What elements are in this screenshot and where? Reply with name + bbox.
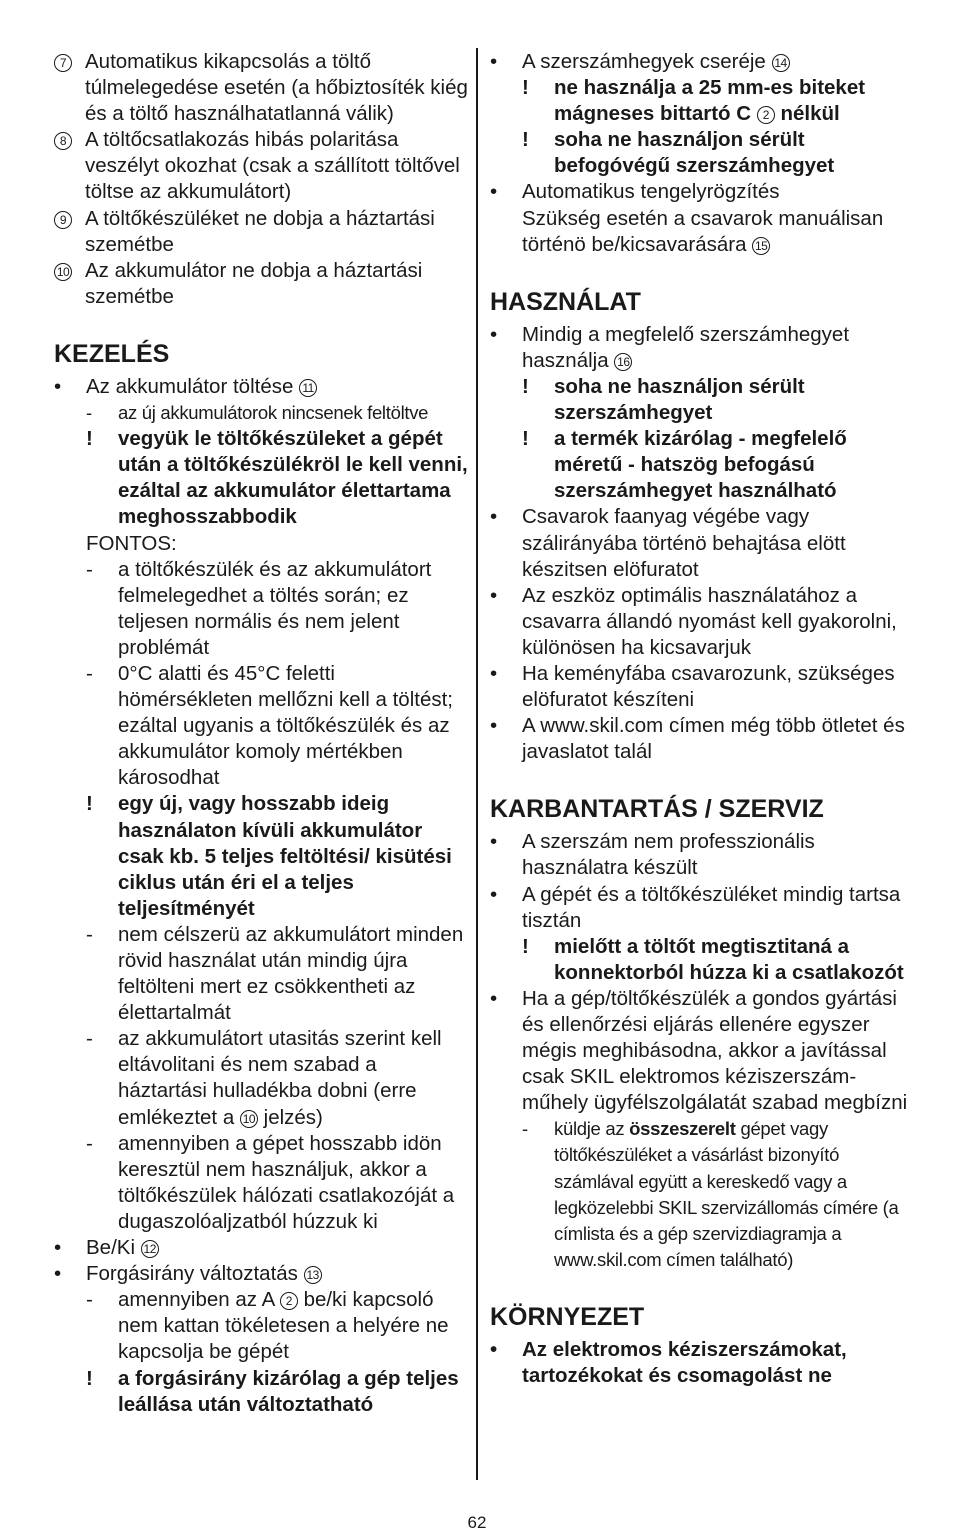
bullet-icon: • bbox=[490, 661, 498, 685]
number-icon: 11 bbox=[299, 379, 317, 397]
list-item-text: Automatikus kikapcsolás a töltő túlmelegedése esetén (a hőbiztosíték kiég és a töltő használhatatlanná válik) bbox=[85, 50, 468, 126]
sub-item bbox=[54, 557, 469, 661]
sub-item-text: amennyiben a gépet hosszabb idön keresztül nem használjuk, akkor a töltőkészülek hálózati csatlakozóját a dugaszolóaljzatból húzzuk ki bbox=[118, 1131, 455, 1233]
bullet-item bbox=[490, 661, 910, 713]
sub-item-text: az akkumulátort utasitás szerint kell eltávolitani és nem szabad a háztartási hulladékba dobni (erre emlékeztet a bbox=[118, 1027, 442, 1129]
sub-item-text: jelzés) bbox=[263, 1105, 323, 1129]
warning-text: nélkül bbox=[780, 102, 840, 126]
bullet-item bbox=[490, 49, 910, 75]
warning-item bbox=[54, 426, 469, 530]
sub-item bbox=[54, 661, 469, 791]
bullet-item bbox=[490, 583, 910, 661]
bullet-text: Mindig a megfelelő szerszámhegyet használja bbox=[522, 322, 850, 372]
page-number: 62 bbox=[467, 1513, 487, 1532]
bullet-item bbox=[54, 1235, 469, 1261]
number-icon: 9 bbox=[54, 211, 72, 229]
sub-item-text: az új akkumulátorok nincsenek feltöltve bbox=[118, 402, 429, 424]
spindle-detail: Szükség esetén a csavarok manuálisan történö be/kicsavarására 15 bbox=[522, 206, 884, 256]
bullet-icon: • bbox=[54, 374, 62, 398]
dash-icon: - bbox=[522, 1118, 528, 1140]
list-item-text: A töltőcsatlakozás hibás polaritása veszélyt okozhat (csak a szállított töltővel töltse az akkumulátort) bbox=[85, 128, 460, 204]
list-item bbox=[54, 258, 469, 310]
sub-item bbox=[54, 1131, 469, 1235]
bullet-icon: • bbox=[490, 50, 498, 73]
bullet-text: Az akkumulátor töltése bbox=[86, 374, 294, 398]
list-item-text: Az akkumulátor ne dobja a háztartási szemétbe bbox=[85, 258, 423, 308]
bullet-icon: • bbox=[490, 583, 498, 607]
dash-icon: - bbox=[86, 1131, 93, 1155]
bullet-item bbox=[490, 882, 910, 934]
warning-item bbox=[54, 1366, 469, 1418]
bullet-item bbox=[54, 1261, 469, 1287]
warning-item bbox=[490, 374, 910, 426]
sub-item bbox=[54, 922, 469, 1026]
bullet-item bbox=[490, 322, 910, 374]
warning-icon: ! bbox=[522, 934, 529, 958]
number-icon: 14 bbox=[772, 54, 790, 72]
bullet-text: Az eszköz optimális használatához a csavarra állandó nyomást kell gyakorolni, különösen ha kicsavarjuk bbox=[522, 583, 897, 659]
bullet-icon: • bbox=[490, 505, 498, 529]
dash-icon: - bbox=[86, 557, 93, 581]
number-icon: 16 bbox=[614, 353, 632, 371]
bullet-item bbox=[54, 374, 469, 400]
warning-icon: ! bbox=[522, 374, 529, 398]
warning-item bbox=[490, 127, 910, 179]
section-heading-kezeles: KEZELÉS bbox=[54, 339, 170, 368]
bullet-text: Az elektromos kéziszerszámokat, tartozékokat és csomagolást ne bbox=[522, 1337, 847, 1388]
warning-text: ne használja a 25 mm-es biteket mágneses bittartó C bbox=[554, 76, 866, 126]
warning-icon: ! bbox=[522, 427, 529, 451]
dash-icon: - bbox=[86, 661, 93, 685]
bullet-item bbox=[490, 179, 910, 205]
warning-icon: ! bbox=[86, 1366, 93, 1390]
bullet-item bbox=[490, 829, 910, 881]
sub-item-text: küldje az bbox=[554, 1118, 625, 1140]
sub-item-text: be/ki kapcsoló nem kattan tökéletesen a helyére ne kapcsolja be gépét bbox=[118, 1288, 449, 1364]
sub-item-text: 0°C alatti és 45°C feletti hömérsékleten mellőzni kell a töltést; ezáltal ugyanis a töltőkészülék és az akkumulátor komoly mértékben károsodhat bbox=[118, 661, 453, 790]
bullet-text: Be/Ki bbox=[86, 1236, 135, 1260]
bullet-icon: • bbox=[490, 180, 498, 204]
warning-icon: ! bbox=[86, 427, 93, 451]
bullet-icon: • bbox=[490, 830, 498, 854]
warning-icon: ! bbox=[522, 76, 529, 100]
warning-text: soha ne használjon sérült befogóvégű szerszámhegyet bbox=[554, 128, 835, 178]
right-column bbox=[490, 49, 910, 1389]
bullet-item bbox=[490, 986, 910, 1116]
list-item bbox=[54, 49, 469, 127]
left-column bbox=[54, 49, 469, 1418]
bullet-text: A www.skil.com címen még több ötletet és javaslatot talál bbox=[522, 714, 905, 764]
bullet-icon: • bbox=[54, 1262, 62, 1286]
warning-item bbox=[490, 426, 910, 504]
warning-text: vegyük le töltőkészüleket a gépét után a töltőkészülékröl le kell venni, ezáltal az akkumulátor élettartama meghosszabbodik bbox=[118, 427, 468, 529]
sub-item-text: amennyiben az A bbox=[118, 1288, 275, 1312]
bullet-icon: • bbox=[490, 986, 498, 1010]
warning-icon: ! bbox=[522, 128, 529, 152]
bullet-text: Ha keményfába csavarozunk, szükséges elöfuratot készíteni bbox=[522, 661, 895, 712]
fontos-label: FONTOS: bbox=[86, 531, 177, 555]
bullet-item bbox=[490, 713, 910, 765]
sub-item-text: gépet vagy töltőkészüléket a vásárlást bizonyító számlával együtt a kereskedő vagy a legközelebbi SKIL szervizállomás címére (a címlista és a gép szervizdiagramja a www.skil.com címen található) bbox=[554, 1118, 899, 1270]
sub-item-text: nem célszerü az akkumulátort minden rövid használat után mindig újra feltölteni mert ez csökkentheti az élettartalmát bbox=[118, 922, 464, 1025]
number-icon: 13 bbox=[304, 1266, 322, 1284]
dash-icon: - bbox=[86, 1027, 93, 1051]
warning-text: a forgásirány kizárólag a gép teljes leállása után változtatható bbox=[118, 1366, 459, 1416]
sub-item-emphasis: összeszerelt bbox=[629, 1118, 736, 1140]
column-divider bbox=[476, 48, 478, 1480]
dash-icon: - bbox=[86, 402, 92, 424]
number-icon: 7 bbox=[54, 54, 72, 72]
number-icon: 8 bbox=[54, 132, 72, 150]
warning-item bbox=[490, 934, 910, 986]
list-item bbox=[54, 206, 469, 258]
sub-item-text: a töltőkészülék és az akkumulátort felmelegedhet a töltés során; ez teljesen normális és nem jelent problémát bbox=[118, 557, 432, 659]
number-icon: 12 bbox=[141, 1240, 159, 1258]
sub-item bbox=[54, 1026, 469, 1130]
bullet-icon: • bbox=[490, 714, 498, 738]
bullet-item bbox=[490, 1337, 910, 1389]
number-icon: 2 bbox=[280, 1292, 298, 1310]
bullet-text: Csavarok faanyag végébe vagy szálirányába történö behajtása elött készitsen elöfuratot bbox=[522, 505, 846, 581]
sub-item bbox=[54, 400, 469, 426]
bullet-icon: • bbox=[490, 1337, 498, 1361]
dash-icon: - bbox=[86, 1288, 93, 1312]
section-heading-karbantartas: KARBANTARTÁS / SZERVIZ bbox=[490, 795, 824, 824]
list-item bbox=[54, 127, 469, 205]
bullet-text: Forgásirány változtatás bbox=[86, 1262, 298, 1286]
number-icon: 2 bbox=[757, 106, 775, 124]
warning-text: mielőtt a töltőt megtisztitaná a konnektorból húzza ki a csatlakozót bbox=[554, 934, 904, 984]
bullet-text: A gépét és a töltőkészüléket mindig tartsa tisztán bbox=[522, 882, 901, 932]
warning-icon: ! bbox=[86, 792, 93, 816]
number-icon: 15 bbox=[752, 237, 770, 255]
section-heading-hasznalat: HASZNÁLAT bbox=[490, 287, 641, 316]
bullet-icon: • bbox=[54, 1236, 62, 1260]
bullet-text: Ha a gép/töltőkészülék a gondos gyártási és ellenőrzési eljárás ellenére egyszer mégis meghibásodna, akkor a javítással csak SKIL elektromos kéziszerszám-műhely ügyfélszolgálatát szabad megbízni bbox=[522, 986, 908, 1115]
warning-item bbox=[490, 75, 910, 127]
bullet-item bbox=[490, 504, 910, 582]
section-heading-kornyezet: KÖRNYEZET bbox=[490, 1302, 645, 1331]
sub-item bbox=[490, 1116, 910, 1273]
number-icon: 10 bbox=[54, 263, 72, 281]
sub-item bbox=[54, 1287, 469, 1365]
bullet-text: A szerszám nem professzionális használatra készült bbox=[522, 830, 815, 880]
warning-text: a termék kizárólag - megfelelő méretű - hatszög befogású szerszámhegyet használható bbox=[554, 427, 847, 503]
bullet-text: Automatikus tengelyrögzítés bbox=[522, 180, 780, 204]
bullet-icon: • bbox=[490, 322, 498, 346]
dash-icon: - bbox=[86, 922, 93, 946]
list-item-text: A töltőkészüléket ne dobja a háztartási szemétbe bbox=[85, 206, 435, 256]
warning-text: egy új, vagy hosszabb ideig használaton kívüli akkumulátor csak kb. 5 teljes feltöltési/ kisütési ciklus után éri el a teljes teljesítményét bbox=[118, 792, 452, 920]
warning-item bbox=[54, 791, 469, 921]
number-icon: 10 bbox=[240, 1110, 258, 1128]
bullet-text: A szerszámhegyek cseréje bbox=[522, 50, 766, 73]
warning-text: soha ne használjon sérült szerszámhegyet bbox=[554, 374, 805, 425]
bullet-icon: • bbox=[490, 882, 498, 906]
